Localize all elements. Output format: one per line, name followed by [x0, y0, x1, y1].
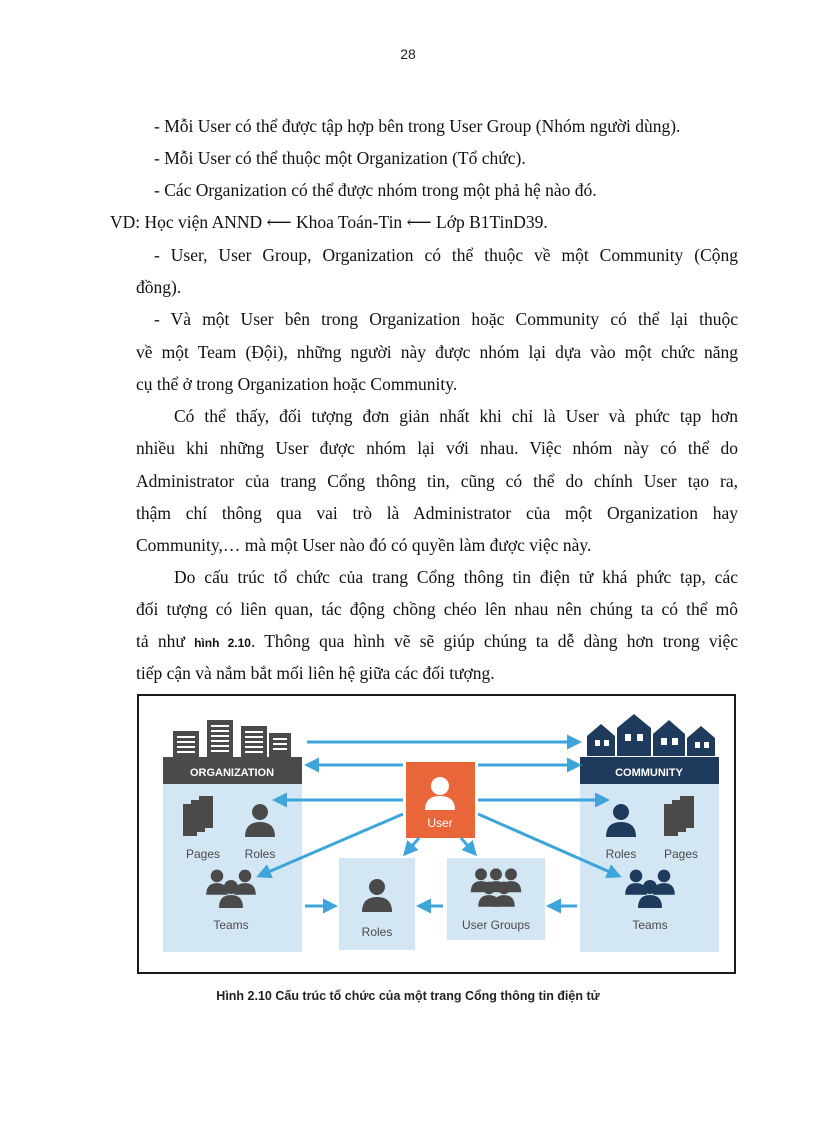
comm-roles-label: Roles [605, 847, 637, 861]
comm-teams-label: Teams [632, 918, 668, 932]
paragraph1-line2: nhiều khi những User được nhóm lại với nhau. Việc nhóm này có thể do [136, 438, 738, 458]
bullet-community-line2: đồng). [136, 277, 182, 297]
bullet-user-group: - Mỗi User có thể được tập hợp bên trong User Group (Nhóm người dùng). [154, 116, 681, 136]
figure-caption: Hình 2.10 Cấu trúc tổ chức của một trang Cổng thông tin điện tử [216, 989, 600, 1003]
paragraph1-line5: Community,… mà một User nào đó có quyền làm được việc này. [136, 535, 592, 555]
figure-reference: hình 2.10 [194, 636, 251, 650]
paragraph2-line3 [136, 630, 738, 654]
paragraph2-line3-post: . Thông qua hình vẽ sẽ giúp chúng ta dễ dàng hơn trong việc [250, 631, 739, 651]
bullet-team-line2: về một Team (Đội), những người này được nhóm lại dựa vào một chức năng [136, 342, 738, 362]
org-roles-label: Roles [244, 847, 276, 861]
paragraph1-line4: thậm chí thông qua vai trò là Administrator của một Organization hay [136, 503, 738, 523]
org-teams-label: Teams [213, 918, 249, 932]
community-label: COMMUNITY [615, 767, 683, 779]
paragraph1-line3: Administrator của trang Cổng thông tin, cũng có thể do chính User tạo ra, [136, 471, 738, 491]
community-houses-icon [587, 714, 715, 756]
org-pages-label: Pages [185, 847, 221, 861]
example-line: VD: Học viện ANND ⟵ Khoa Toán-Tin ⟵ Lớp B1TinD39. [110, 212, 548, 232]
bullet-organization: - Mỗi User có thể thuộc một Organization (Tổ chức). [154, 148, 526, 168]
center-roles-label: Roles [361, 925, 393, 939]
organization-label: ORGANIZATION [189, 767, 275, 779]
user-label: User [427, 816, 453, 830]
bullet-team-line3: cụ thể ở trong Organization hoặc Community. [136, 374, 458, 394]
comm-pages-label: Pages [663, 847, 699, 861]
paragraph2-line2: đối tượng có liên quan, tác động chồng chéo lên nhau nên chúng ta có thể mô [136, 599, 738, 619]
bullet-team-line1: - Và một User bên trong Organization hoặc Community có thể lại thuộc [154, 309, 738, 329]
paragraph2-line3-pre: tả như [136, 631, 195, 651]
figure-organization-structure [137, 694, 736, 974]
bullet-community-line1: - User, User Group, Organization có thể thuộc về một Community (Cộng [154, 245, 738, 265]
organization-building-icon [173, 720, 291, 757]
paragraph1-line1: Có thể thấy, đối tượng đơn giản nhất khi chỉ là User và phức tạp hơn [174, 406, 738, 426]
user-groups-label: User Groups [461, 918, 531, 932]
paragraph2-line4: tiếp cận và nắm bắt mối liên hệ giữa các đối tượng. [136, 663, 495, 683]
paragraph2-line1: Do cấu trúc tổ chức của trang Cổng thông tin điện tử khá phức tạp, các [174, 567, 738, 587]
bullet-hierarchy: - Các Organization có thể được nhóm trong một phả hệ nào đó. [154, 180, 597, 200]
page-number: 28 [400, 46, 416, 62]
